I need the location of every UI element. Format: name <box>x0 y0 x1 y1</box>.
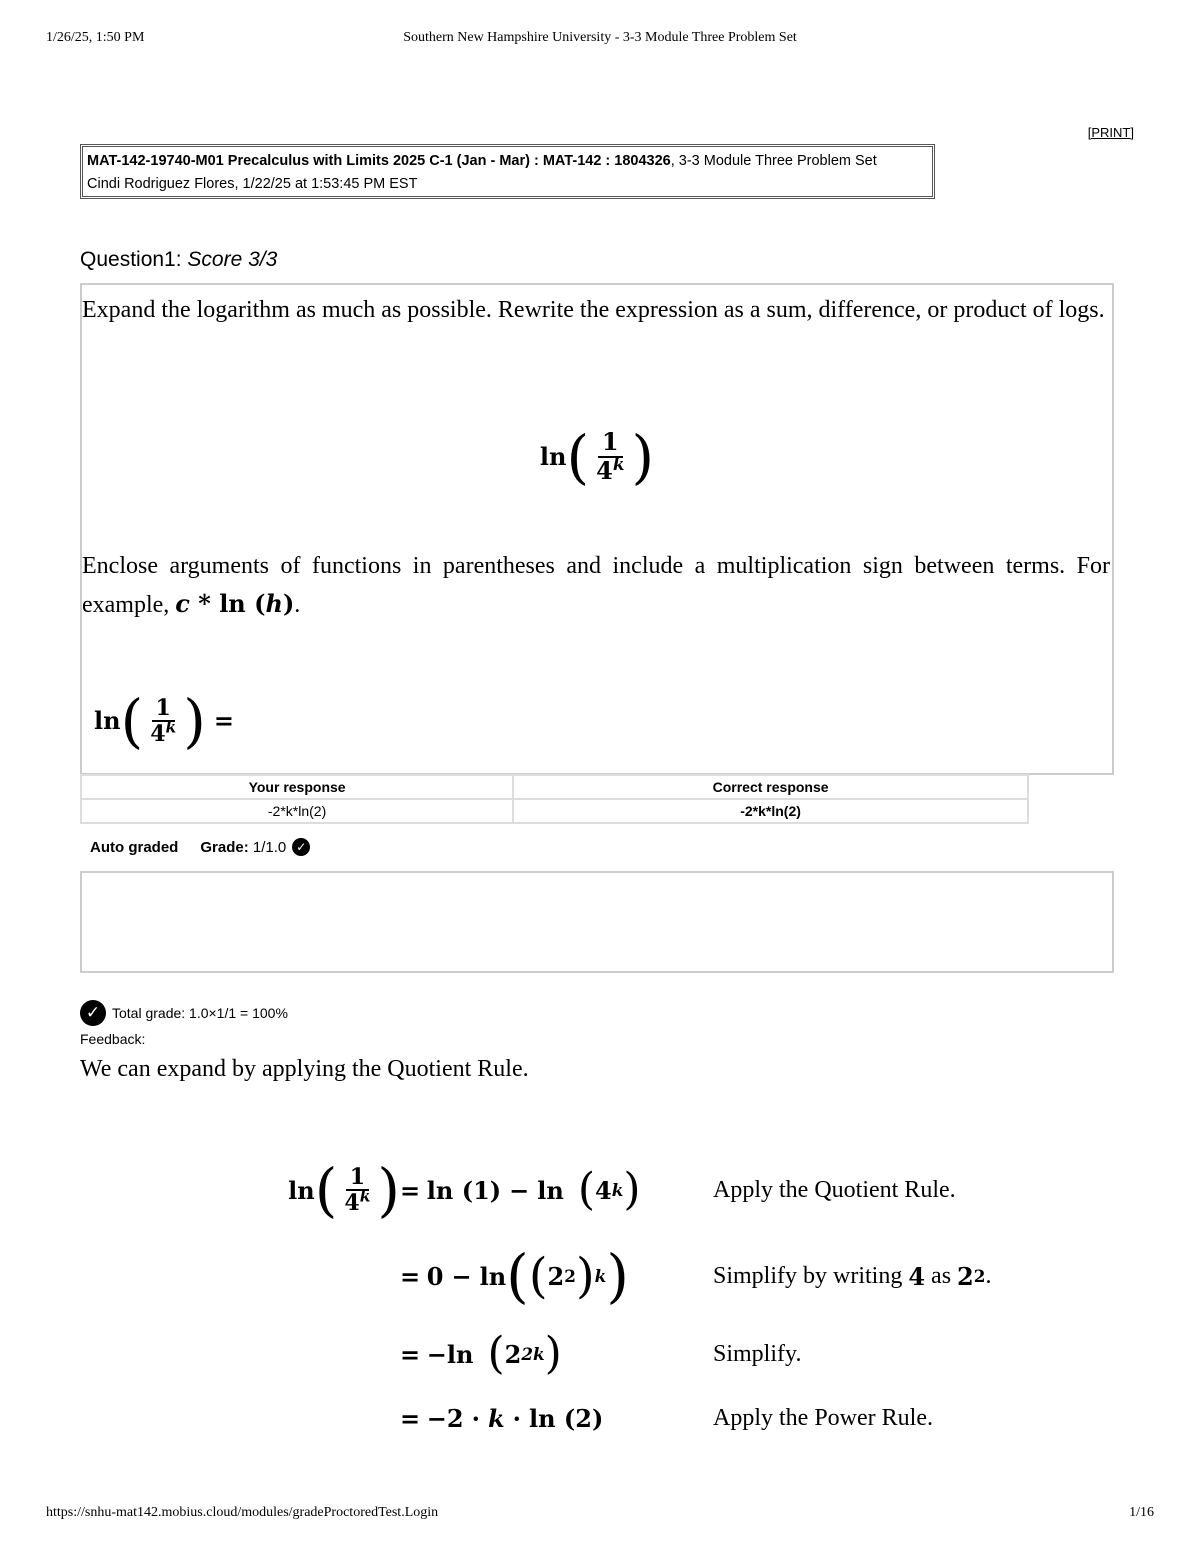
step-3-rhs: = − ln ( 2 2k ) <box>400 1328 562 1379</box>
answer-right-paren: ) <box>183 687 206 755</box>
step-1-ln-a: ln <box>426 1175 454 1205</box>
step-4-close: ) <box>591 1403 604 1433</box>
step-3-ln: ln <box>446 1339 474 1369</box>
your-response-value: -2*k*ln(2) <box>81 799 513 823</box>
step-2-zero: 0 <box>426 1261 444 1291</box>
step-2-reason-as: as <box>931 1262 952 1289</box>
step-3-eq: = <box>400 1339 421 1369</box>
step-1-numerator: 1 <box>346 1165 369 1191</box>
step-1-paren-b-close: ) <box>623 1164 641 1215</box>
den-base: 4 <box>596 455 613 485</box>
step-1-lhs <box>288 1150 400 1230</box>
your-response-header: Your response <box>81 775 513 799</box>
instruction-end: . <box>294 592 301 618</box>
example-ln: ln <box>219 589 246 618</box>
solution-step-4 <box>0 1378 1200 1458</box>
step-4-two: 2 <box>446 1403 464 1433</box>
fraction-denominator <box>592 453 628 485</box>
answer-den-base: 4 <box>150 721 166 747</box>
step-3-reason: Simplify. <box>713 1340 802 1367</box>
step-2-two: 2 <box>547 1261 565 1291</box>
step-3-close: ) <box>544 1328 562 1379</box>
answer-denominator <box>146 718 180 747</box>
right-paren: ) <box>631 423 655 491</box>
step-3-minus: − <box>426 1339 447 1369</box>
step-2-outer-close: ) <box>606 1242 629 1310</box>
question-box <box>80 283 1114 775</box>
answer-den-exponent: k <box>165 718 177 737</box>
step-4-eq: = <box>400 1403 421 1433</box>
step-1-eq: = <box>400 1175 421 1205</box>
step-2-reason-four: 4 <box>908 1261 926 1291</box>
step-1-lparen: ( <box>314 1156 338 1224</box>
instruction-text: Enclose arguments of functions in parentheses and include a multiplication sign between terms. For example, <box>82 553 1110 618</box>
step-2-reason: Simplify by writing 4 as 2 2 . <box>713 1261 992 1291</box>
step-4-ln: ln <box>528 1403 556 1433</box>
step-1-paren-a-close: ) <box>489 1175 502 1205</box>
print-header <box>46 30 1154 50</box>
check-circle-icon: ✓ <box>80 1000 106 1026</box>
print-url: https://snhu-mat142.mobius.cloud/modules/gradeProctoredTest.Login <box>46 1505 439 1520</box>
step-1-ln: ln <box>288 1175 315 1205</box>
solution-step-2 <box>0 1236 1200 1316</box>
step-2-minus: − <box>451 1261 472 1291</box>
step-1-rhs: = ln ( 1 ) − ln ( 4 k ) <box>400 1164 641 1215</box>
print-link[interactable]: [PRINT] <box>1087 125 1134 140</box>
step-3-open: ( <box>473 1328 505 1379</box>
step-1-fraction <box>340 1165 374 1215</box>
grade-value: 1/1.0 <box>252 838 287 856</box>
question-score: Score 3/3 <box>187 248 278 271</box>
left-paren: ( <box>566 423 590 491</box>
step-4-arg: 2 <box>575 1403 592 1433</box>
example-h: h <box>265 589 283 618</box>
fraction-numerator: 1 <box>598 429 623 457</box>
step-1-rparen: ) <box>377 1156 400 1224</box>
step-1-paren-b-open: ( <box>563 1164 595 1215</box>
answer-fraction <box>146 696 180 746</box>
step-1-one: 1 <box>473 1175 490 1205</box>
step-2-rhs: = 0 − ln ( ( 2 2 ) k ) <box>400 1242 629 1310</box>
solution-step-1 <box>0 1150 1200 1230</box>
step-2-inner-close: ) <box>575 1248 595 1304</box>
total-grade-line <box>80 1000 288 1026</box>
step-4-minus: − <box>426 1403 447 1433</box>
print-date: 1/26/25, 1:50 PM <box>46 30 145 45</box>
step-2-inner-open: ( <box>528 1248 548 1304</box>
question-instruction <box>82 547 1110 624</box>
course-line <box>87 150 928 173</box>
course-info-box <box>80 144 935 199</box>
check-circle-icon: ✓ <box>292 838 310 856</box>
den-exponent: k <box>612 453 625 474</box>
step-4-rhs <box>400 1378 603 1458</box>
step-4-k: k <box>487 1403 505 1433</box>
answer-math-display <box>94 681 242 761</box>
response-header-row <box>81 775 1028 799</box>
example-paren-close: ) <box>282 589 295 618</box>
comment-box <box>80 871 1114 973</box>
response-table <box>80 774 1029 824</box>
step-3-two: 2 <box>504 1339 522 1369</box>
ln-function: ln <box>539 442 567 471</box>
print-title: Southern New Hampshire University - 3-3 Module Three Problem Set <box>403 30 797 45</box>
response-row <box>81 799 1028 823</box>
grade-line <box>90 838 310 856</box>
question-title <box>80 248 277 272</box>
step-2-eq: = <box>400 1261 421 1291</box>
correct-response-value: -2*k*ln(2) <box>513 799 1028 823</box>
step-1-ln-b: ln <box>537 1175 564 1205</box>
answer-ln: ln <box>94 706 121 735</box>
student-line: Cindi Rodriguez Flores, 1/22/25 at 1:53:45 PM EST <box>87 176 418 192</box>
assignment-name: , 3-3 Module Three Problem Set <box>670 153 877 169</box>
example-paren-open: ( <box>245 589 266 618</box>
question-math-display <box>82 417 1112 497</box>
page-number: 1/16 <box>1129 1505 1154 1520</box>
course-name: MAT-142-19740-M01 Precalculus with Limits 2025 C-1 (Jan - Mar) : MAT-142 : 1804326 <box>87 153 671 169</box>
answer-equals: = <box>213 706 234 735</box>
question-label: Question1: <box>80 248 182 271</box>
step-2-reason-two: 2 <box>957 1261 974 1291</box>
step-1-den-exp: k <box>359 1187 371 1206</box>
question-prompt: Expand the logarithm as much as possible. Rewrite the expression as a sum, difference, or product of logs. <box>82 297 1105 323</box>
feedback-label: Feedback: <box>80 1031 146 1047</box>
feedback-intro: We can expand by applying the Quotient Rule. <box>80 1056 529 1082</box>
fraction <box>592 429 628 485</box>
step-2-ln: ln <box>479 1261 507 1291</box>
step-2-reason-post: . <box>985 1262 992 1289</box>
step-4-dot-a: · <box>471 1403 480 1433</box>
step-1-den-base: 4 <box>344 1190 360 1216</box>
answer-numerator: 1 <box>152 696 175 722</box>
step-4-reason: Apply the Power Rule. <box>713 1404 933 1431</box>
step-2-outer-open: ( <box>506 1242 529 1310</box>
step-1-reason: Apply the Quotient Rule. <box>713 1176 956 1203</box>
step-4-dot-b: · <box>512 1403 521 1433</box>
auto-graded-label: Auto graded <box>90 838 179 856</box>
answer-left-paren: ( <box>120 687 144 755</box>
grade-label: Grade: <box>200 838 249 856</box>
total-grade-text: Total grade: 1.0×1/1 = 100% <box>112 1005 288 1021</box>
step-1-four: 4 <box>594 1175 612 1205</box>
example-c: c <box>175 589 190 618</box>
step-1-paren-a-open: ( <box>453 1175 474 1205</box>
step-4-open: ( <box>555 1403 576 1433</box>
step-2-reason-pre: Simplify by writing <box>713 1262 903 1289</box>
step-1-minus: − <box>509 1175 530 1205</box>
correct-response-header: Correct response <box>513 775 1028 799</box>
example-star: * <box>189 589 220 618</box>
step-1-denominator <box>340 1187 374 1216</box>
